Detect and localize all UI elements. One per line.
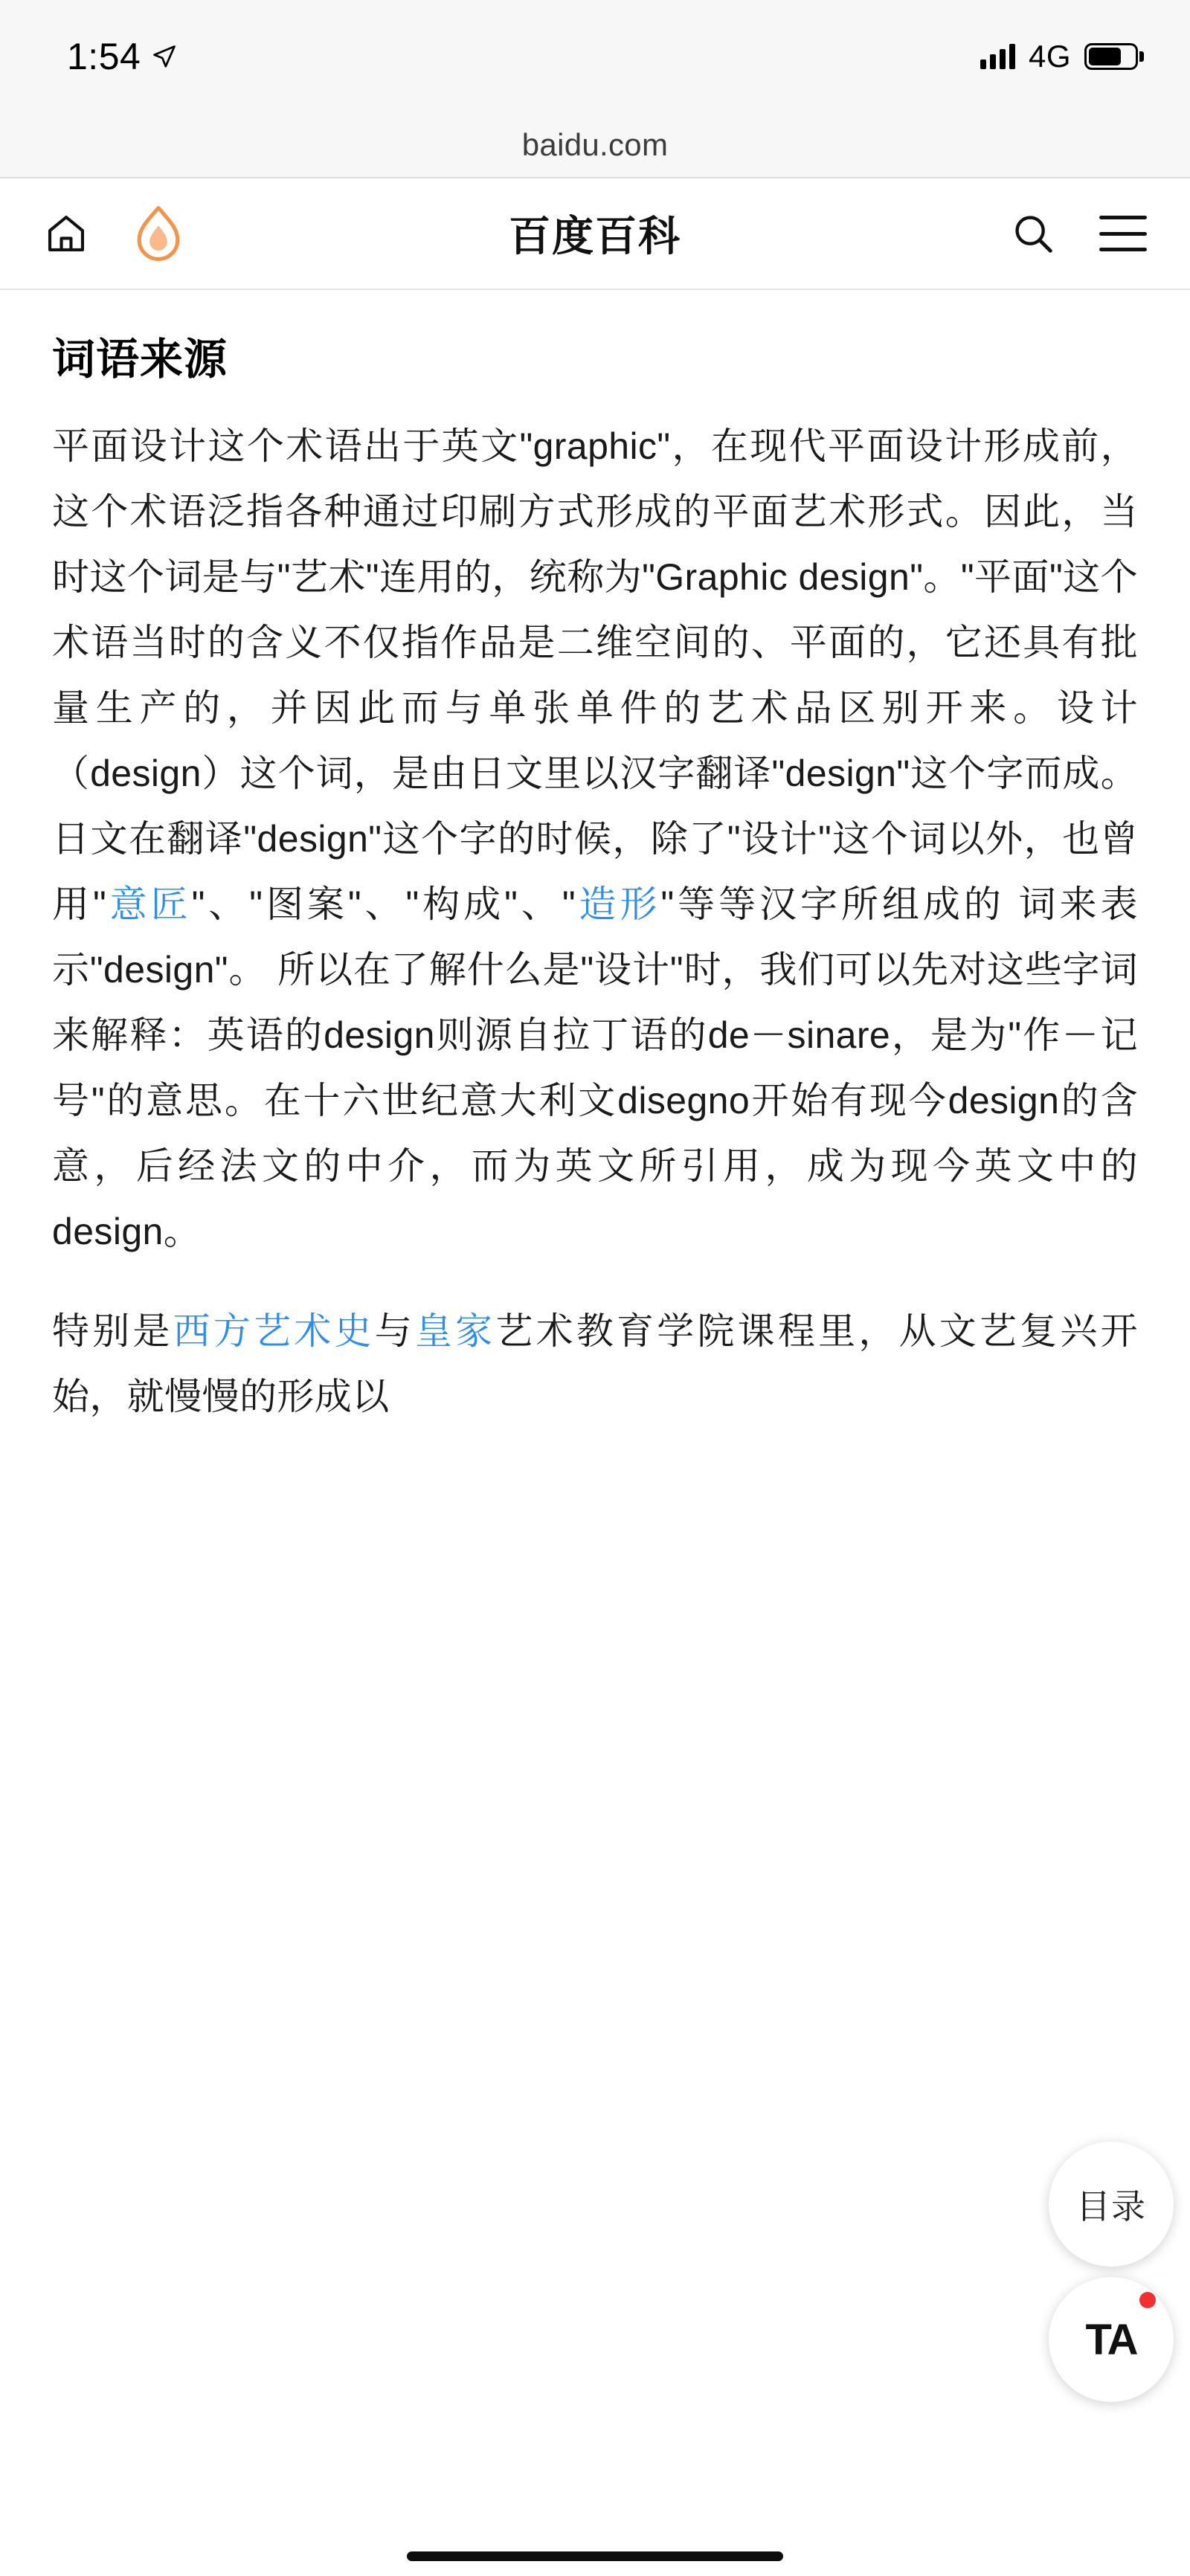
paragraph-1-text-1: 平面设计这个术语出于英文"graphic"，在现代平面设计形成前，这个术语泛指各种通过印刷方式形成的平面艺术形式。因此，当时这个词是与"艺术"连用的，统称为"Graphic design"。"平面"这个术语当时的含义不仅指作品是二维空间的、平面的，它还具有批量生产的，并因此而与单张单件的艺术品区别开来。设计（design）这个词，是由日文里以汉字翻译"design"这个字而成。日文在翻译"design"这个字的时候，除了"设计"这个词以外，也曾用": [52, 425, 1138, 925]
paragraph-2-text-2: 与: [374, 1310, 415, 1352]
paragraph-2-text-1: 特别是: [52, 1310, 173, 1352]
location-arrow-icon: [151, 43, 178, 70]
paragraph-1-text-3: "等等汉字所组成的 词来表示"design"。 所以在了解什么是"设计"时，我们可以先对这些字词来解释：英语的design则源自拉丁语的de－sinare，是为"作－记号"的意思。在十六世纪意大利文disegno开始有现今design的含意，后经法文的中介，而为英文所引用，成为现今英文中的design。: [52, 883, 1138, 1252]
browser-url-bar[interactable]: [0, 113, 1190, 178]
article-content: [0, 290, 1190, 1429]
signal-strength-icon: [980, 44, 1015, 69]
ta-fab-button[interactable]: [1049, 2277, 1174, 2402]
paragraph-2-text-3: 艺术教育学院课程里，从文艺复兴开始，就慢慢的形成以: [52, 1310, 1139, 1417]
link-yijiang[interactable]: 意匠: [106, 883, 192, 925]
section-title: 词语来源: [52, 335, 228, 384]
baidu-flame-icon[interactable]: [126, 202, 190, 265]
catalog-fab-button[interactable]: [1049, 2142, 1174, 2267]
status-bar-left: [67, 35, 178, 78]
app-header: [0, 178, 1190, 290]
status-bar-right: [980, 39, 1138, 74]
paragraph-1-text-2: "、"图案"、"构成"、": [191, 883, 576, 925]
hamburger-menu-icon[interactable]: [1099, 216, 1147, 251]
notification-dot-icon: [1139, 2292, 1156, 2308]
home-indicator[interactable]: [407, 2551, 783, 2561]
page-title: 百度百科: [509, 213, 681, 260]
catalog-fab-label: 目录: [1076, 2187, 1146, 2226]
paragraph-1: [52, 413, 1138, 1264]
network-type-label: 4G: [1028, 39, 1071, 74]
paragraph-2: [52, 1298, 1138, 1429]
battery-icon: [1084, 43, 1138, 70]
status-bar: [0, 0, 1190, 113]
app-header-actions: [1010, 210, 1147, 257]
status-time: 1:54: [67, 36, 141, 77]
link-western-art-history[interactable]: 西方艺术史: [173, 1310, 375, 1352]
url-text: baidu.com: [521, 127, 669, 162]
link-zaoxing[interactable]: 造形: [575, 883, 661, 925]
home-icon[interactable]: [43, 210, 89, 257]
link-royal[interactable]: 皇家: [414, 1310, 496, 1352]
search-icon[interactable]: [1010, 210, 1056, 257]
ta-fab-label: TA: [1085, 2315, 1137, 2364]
